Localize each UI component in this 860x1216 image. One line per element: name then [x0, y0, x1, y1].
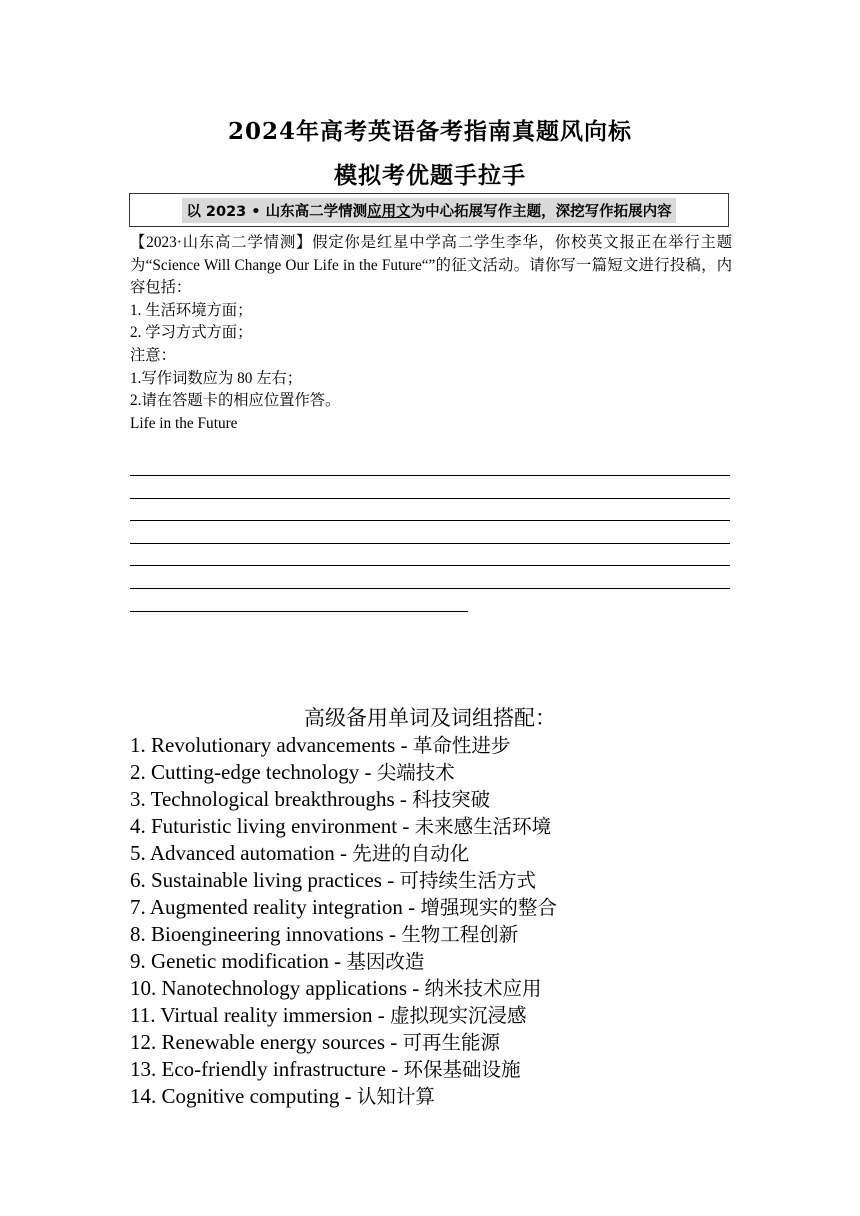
vocab-item: [130, 1056, 557, 1083]
vocab-en: 6. Sustainable living practices -: [130, 868, 400, 892]
vocab-en: 12. Renewable energy sources -: [130, 1030, 403, 1054]
page-title: 2024年高考英语备考指南真题风向标: [227, 118, 632, 145]
answer-line: [130, 498, 730, 499]
vocab-cn: 革命性进步: [412, 734, 511, 757]
vocab-item: [130, 1083, 557, 1110]
vocab-en: 3. Technological breakthroughs -: [130, 787, 413, 811]
vocab-en: 14. Cognitive computing -: [130, 1084, 357, 1108]
note-2: 2.请在答题卡的相应位置作答。: [130, 392, 341, 410]
vocab-cn: 虚拟现实沉浸感: [390, 1004, 527, 1027]
essay-title: Life in the Future: [130, 414, 238, 432]
banner-text-underlined: 应用文: [367, 203, 411, 220]
banner-text-after: 为中心拓展写作主题，深挖写作拓展内容: [410, 203, 672, 220]
vocab-item: [130, 867, 557, 894]
vocab-cn: 纳米技术应用: [424, 977, 542, 1000]
vocab-en: 2. Cutting-edge technology -: [130, 760, 377, 784]
vocab-en: 7. Augmented reality integration -: [130, 895, 421, 919]
vocab-list: [130, 732, 557, 1110]
vocab-item: [130, 894, 557, 921]
prompt-point-1: 1. 生活环境方面；: [130, 301, 253, 319]
vocab-cn: 可再生能源: [402, 1031, 501, 1054]
answer-lines[interactable]: [130, 475, 730, 633]
vocab-item: [130, 813, 557, 840]
vocab-en: 4. Futuristic living environment -: [130, 814, 415, 838]
note-label: 注意：: [130, 346, 176, 364]
page-subtitle: 模拟考优题手拉手: [334, 162, 526, 189]
banner-text-before: 以 2023 • 山东高二学情测: [186, 203, 368, 220]
vocab-en: 8. Bioengineering innovations -: [130, 922, 402, 946]
vocab-en: 10. Nanotechnology applications -: [130, 976, 425, 1000]
topic-banner-text: [182, 198, 675, 223]
vocab-item: [130, 948, 557, 975]
vocab-en: 5. Advanced automation -: [130, 841, 353, 865]
vocab-cn: 先进的自动化: [352, 842, 470, 865]
answer-line: [130, 543, 730, 544]
prompt-point-2: 2. 学习方式方面；: [130, 324, 253, 342]
vocab-en: 13. Eco-friendly infrastructure -: [130, 1057, 404, 1081]
vocab-en: 11. Virtual reality immersion -: [130, 1003, 391, 1027]
vocab-en: 9. Genetic modification -: [130, 949, 347, 973]
vocab-cn: 基因改造: [346, 950, 425, 973]
vocab-heading: 高级备用单词及词组搭配：: [304, 706, 556, 730]
answer-line: [130, 475, 730, 476]
answer-line: [130, 588, 730, 589]
vocab-item: [130, 759, 557, 786]
writing-prompt: [130, 232, 732, 435]
vocab-cn: 未来感生活环境: [414, 815, 552, 838]
vocab-item: [130, 1029, 557, 1056]
vocab-item: [130, 921, 557, 948]
vocab-cn: 尖端技术: [376, 761, 455, 784]
vocab-item: [130, 1002, 557, 1029]
vocab-cn: 增强现实的整合: [420, 896, 557, 919]
vocab-item: [130, 840, 557, 867]
vocab-cn: 可持续生活方式: [399, 869, 536, 892]
answer-line: [130, 611, 468, 612]
vocab-cn: 生物工程创新: [401, 923, 519, 946]
note-1: 1.写作词数应为 80 左右；: [130, 369, 303, 387]
answer-line: [130, 565, 730, 566]
topic-banner: [129, 193, 729, 227]
vocab-item: [130, 786, 557, 813]
vocab-item: [130, 732, 557, 759]
answer-line: [130, 520, 730, 521]
prompt-intro: 【2023·山东高二学情测】假定你是红星中学高二学生李华，你校英文报正在举行主题为“Science Will Change Our Life in the Future“”的征文活动。请你写一篇短文进行投稿，内容包括：: [130, 234, 732, 297]
vocab-cn: 科技突破: [412, 788, 491, 811]
vocab-cn: 认知计算: [356, 1085, 435, 1108]
vocab-cn: 环保基础设施: [403, 1058, 521, 1081]
vocab-item: [130, 975, 557, 1002]
vocab-en: 1. Revolutionary advancements -: [130, 733, 413, 757]
